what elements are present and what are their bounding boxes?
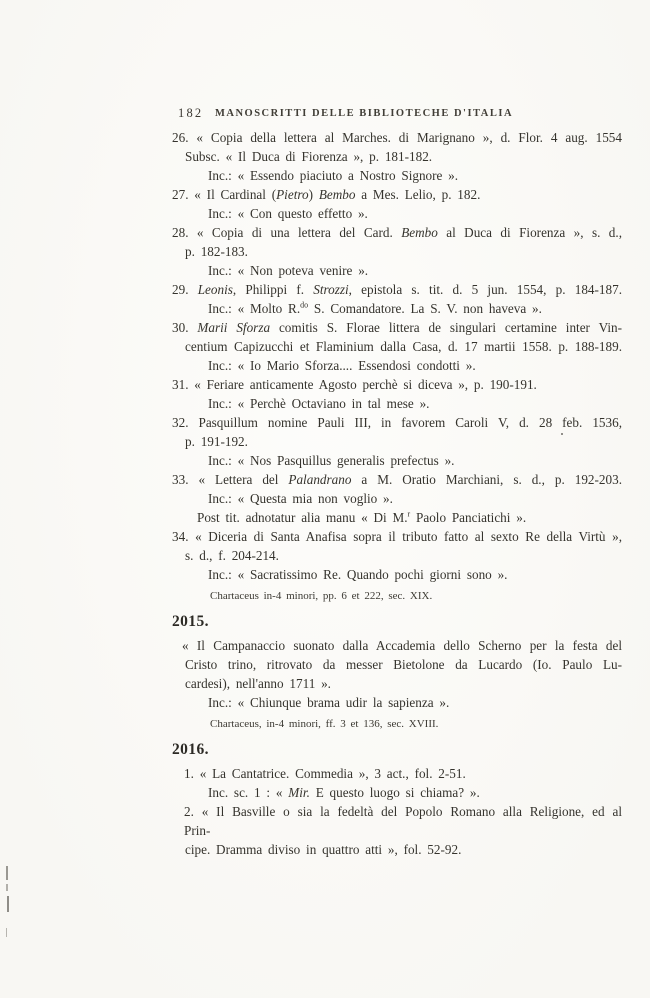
text-segment: Chartaceus in-4 minori, pp. 6 et 222, sec. XIX. bbox=[210, 590, 433, 602]
text-segment: 29. bbox=[172, 282, 198, 297]
catalog-line bbox=[208, 394, 622, 413]
text-segment: p. 191-192. bbox=[185, 434, 248, 449]
text-segment: Paolo Panciatichi ». bbox=[410, 510, 527, 525]
catalog-line bbox=[208, 451, 622, 470]
text-segment: Pietro bbox=[276, 187, 309, 202]
text-segment: 31. « Feriare anticamente Agosto perchè si diceva », p. 190-191. bbox=[172, 377, 537, 392]
text-segment: a M. Oratio Marchiani, s. d., p. 192-203. bbox=[351, 472, 622, 487]
text-segment: Inc.: « Non poteva venire ». bbox=[208, 263, 369, 278]
text-segment: Cristo trino, ritrovato da messer Bietolone da Lucardo (Io. Paulo Lu- bbox=[185, 657, 622, 672]
catalog-line bbox=[197, 508, 622, 527]
text-segment: r bbox=[407, 509, 411, 519]
catalog-line bbox=[185, 546, 622, 565]
text-segment: Inc.: « Essendo piaciuto a Nostro Signore ». bbox=[208, 168, 459, 183]
catalog-line bbox=[185, 840, 622, 859]
catalog-line bbox=[172, 413, 622, 432]
text-segment: ) bbox=[308, 187, 319, 202]
catalog-line bbox=[172, 223, 622, 242]
text-segment: 26. « Copia della lettera al Marches. di Marignano », d. Flor. 4 aug. 1554 bbox=[172, 130, 622, 145]
text-segment: 34. « Diceria di Santa Anafisa sopra il tributo fatto al sexto Re della Virtù », bbox=[172, 529, 622, 544]
catalog-line bbox=[172, 375, 622, 394]
catalog-text-block bbox=[172, 128, 622, 859]
catalog-line bbox=[172, 128, 622, 147]
catalog-line bbox=[182, 636, 622, 655]
scan-artifact bbox=[6, 866, 8, 880]
text-segment: Inc.: « Molto R. bbox=[208, 301, 301, 316]
catalog-line bbox=[172, 527, 622, 546]
catalog-line bbox=[185, 432, 622, 451]
text-segment: s. d., f. 204-214. bbox=[185, 548, 279, 563]
text-segment: cardesi), nell'anno 1711 ». bbox=[185, 676, 331, 691]
text-segment: Inc. sc. 1 : « bbox=[208, 785, 289, 800]
catalog-line bbox=[208, 489, 622, 508]
text-segment: 2. « Il Basville o sia la fedeltà del Popolo Romano alla Religione, ed al Prin- bbox=[184, 804, 622, 838]
catalog-line bbox=[208, 166, 622, 185]
text-segment: Inc.: « Questa mia non voglio ». bbox=[208, 491, 393, 506]
text-segment: a Mes. Lelio, p. 182. bbox=[355, 187, 481, 202]
catalog-line bbox=[172, 470, 622, 489]
text-segment: 32. Pasquillum nomine Pauli III, in favorem Caroli V, d. 28 feb. 1536, bbox=[172, 415, 622, 430]
text-segment: Bembo bbox=[401, 225, 438, 240]
catalog-line bbox=[184, 802, 622, 840]
catalog-line bbox=[210, 717, 622, 732]
text-segment: Marii Sforza bbox=[197, 320, 271, 335]
catalog-line bbox=[208, 299, 622, 318]
catalog-line bbox=[185, 242, 622, 261]
catalog-line bbox=[185, 147, 622, 166]
text-segment: 30. bbox=[172, 320, 198, 335]
text-segment: Inc.: « Io Mario Sforza.... Essendosi condotti ». bbox=[208, 358, 476, 373]
catalog-line bbox=[184, 764, 622, 783]
catalog-line bbox=[210, 589, 622, 604]
scan-artifact bbox=[6, 884, 8, 891]
text-segment: 33. « Lettera del bbox=[172, 472, 289, 487]
text-segment: Post tit. adnotatur alia manu « Di M. bbox=[197, 510, 408, 525]
text-segment: 27. « Il Cardinal ( bbox=[172, 187, 277, 202]
catalog-line bbox=[208, 693, 622, 712]
text-segment: Leonis bbox=[197, 282, 233, 297]
text-segment: S. Comandatore. La S. V. non haveva ». bbox=[308, 301, 542, 316]
text-segment: , epistola s. tit. d. 5 jun. 1554, p. 184-187. bbox=[348, 282, 622, 297]
text-segment: Inc.: « Perchè Octaviano in tal mese ». bbox=[208, 396, 430, 411]
text-segment: p. 182-183. bbox=[185, 244, 248, 259]
catalog-line bbox=[185, 655, 622, 674]
catalog-line bbox=[208, 261, 622, 280]
text-segment: « Il Campanaccio suonato dalla Accademia dello Scherno per la festa del bbox=[182, 638, 622, 653]
text-segment: Inc.: « Sacratissimo Re. Quando pochi giorni sono ». bbox=[208, 567, 508, 582]
text-segment: 1. « La Cantatrice. Commedia », 3 act., fol. 2-51. bbox=[184, 766, 466, 781]
catalog-line bbox=[208, 356, 622, 375]
text-segment: Inc.: « Chiunque brama udir la sapienza ». bbox=[208, 695, 450, 710]
text-segment: 2016. bbox=[172, 741, 209, 758]
catalog-line bbox=[172, 740, 622, 760]
text-segment: centium Capizucchi et Flaminium dalla Casa, d. 17 martii 1558. p. 188-189. bbox=[185, 339, 622, 354]
scan-artifact bbox=[561, 433, 563, 435]
catalog-line bbox=[172, 612, 622, 632]
text-segment: Chartaceus, in-4 minori, ff. 3 et 136, sec. XVIII. bbox=[210, 718, 439, 730]
text-segment: do bbox=[300, 300, 309, 310]
scan-artifact bbox=[6, 928, 7, 937]
text-segment: 2015. bbox=[172, 613, 209, 630]
catalog-line bbox=[208, 204, 622, 223]
catalog-line bbox=[185, 674, 622, 693]
text-segment: Inc.: « Nos Pasquillus generalis prefectus ». bbox=[208, 453, 455, 468]
text-segment: cipe. Dramma diviso in quattro atti », fol. 52-92. bbox=[185, 842, 462, 857]
catalog-line bbox=[172, 280, 622, 299]
text-segment: Bembo bbox=[318, 187, 356, 202]
text-segment: Subsc. « Il Duca di Fiorenza », p. 181-182. bbox=[185, 149, 433, 164]
text-segment: al Duca di Fiorenza », s. d., bbox=[437, 225, 622, 240]
text-segment: Strozzi bbox=[313, 282, 349, 297]
catalog-line bbox=[172, 318, 622, 337]
catalog-line bbox=[208, 783, 622, 802]
running-header: MANOSCRITTI DELLE BIBLIOTECHE D'ITALIA bbox=[214, 108, 514, 119]
text-segment: Inc.: « Con questo effetto ». bbox=[208, 206, 368, 221]
catalog-line bbox=[172, 185, 622, 204]
catalog-line bbox=[208, 565, 622, 584]
text-segment: , Philippi f. bbox=[232, 282, 314, 297]
text-segment: 28. « Copia di una lettera del Card. bbox=[172, 225, 402, 240]
text-segment: Mir. bbox=[288, 785, 310, 800]
text-segment: E questo luogo si chiama? ». bbox=[309, 785, 480, 800]
page-number: 182 bbox=[178, 106, 204, 120]
catalog-line bbox=[185, 337, 622, 356]
text-segment: Palandrano bbox=[288, 472, 352, 487]
scan-artifact bbox=[7, 896, 9, 912]
text-segment: comitis S. Florae littera de singulari certamine inter Vin- bbox=[270, 320, 622, 335]
